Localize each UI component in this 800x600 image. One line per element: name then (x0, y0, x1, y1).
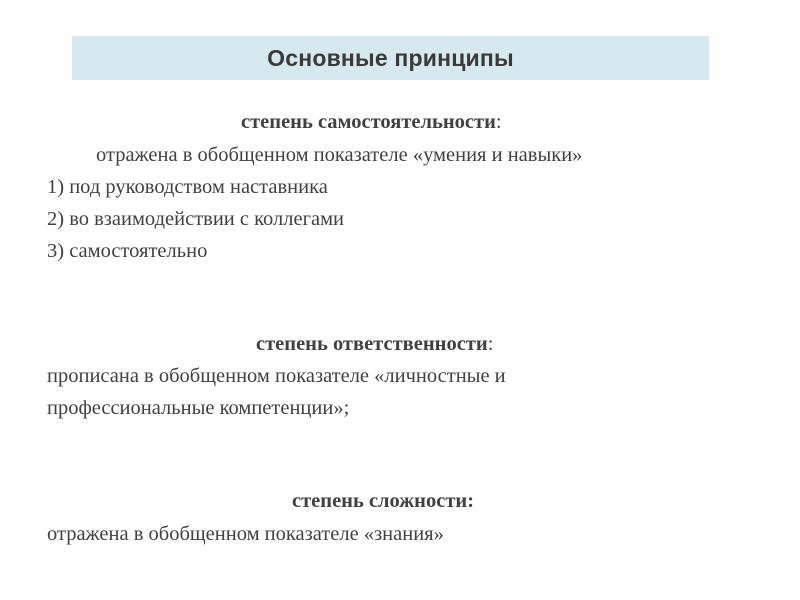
section-description: отражена в обобщенном показателе «знания» (47, 523, 444, 545)
section-heading-complexity: степень сложности: (292, 490, 475, 512)
section-heading-autonomy (241, 112, 502, 133)
section-heading-colon: : (487, 333, 494, 355)
title-banner (72, 36, 709, 80)
list-item: 2) во взаимодействии с коллегами (47, 208, 345, 230)
section-heading-colon: : (495, 111, 502, 133)
section-description: отражена в обобщенном показателе «умения и навыки» (96, 144, 583, 166)
slide-title: Основные принципы (267, 44, 514, 71)
section-heading-text: степень ответственности (256, 333, 488, 355)
section-heading-responsibility (256, 334, 493, 355)
list-item: 3) самостоятельно (47, 240, 208, 262)
section-description: прописана в обобщенном показателе «личностные и (47, 365, 506, 387)
section-heading-text: степень самостоятельности (241, 111, 496, 133)
section-description: профессиональные компетенции»; (47, 397, 350, 419)
list-item: 1) под руководством наставника (47, 176, 328, 198)
